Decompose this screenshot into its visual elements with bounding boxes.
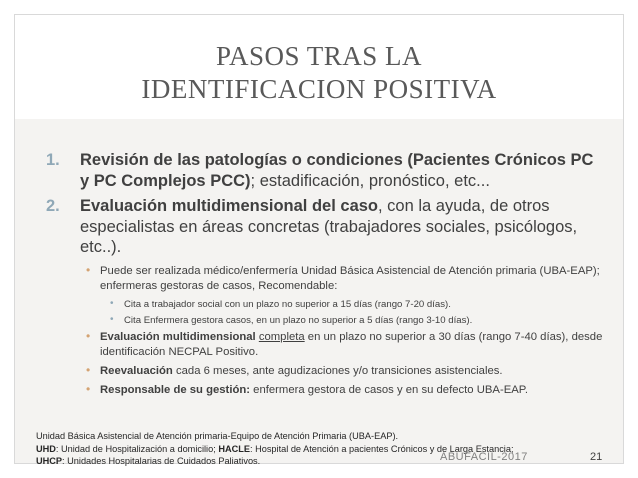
sub-item-underlined: completa: [258, 330, 305, 343]
footnote-text: : Unidad de Hospitalización a domicilio;: [55, 443, 219, 454]
title-line-1: PASOS TRAS LA: [215, 41, 423, 71]
page-number: 21: [590, 451, 603, 463]
sub-item-b: [86, 330, 606, 360]
sub-item-text: enfermera gestora de casos y en su defecto UBA-EAP.: [250, 383, 529, 396]
list-number: 1.: [46, 151, 60, 169]
bullet-icon: •: [86, 328, 91, 343]
bullet-icon: •: [110, 297, 114, 309]
sub-sub-item-2: [110, 314, 606, 327]
sub-item-d: [86, 383, 606, 398]
list-item-bold: Revisión de las patologías o condiciones (Pacientes Crónicos PC y PC Complejos PCC): [80, 151, 594, 190]
sub-item-a: [86, 264, 606, 294]
title-area: [15, 15, 623, 119]
sub-sub-item-text: Cita a trabajador social con un plazo no superior a 15 días (rango 7-20 días).: [124, 298, 451, 310]
slide-title: [15, 40, 623, 106]
title-line-2: IDENTIFICACION POSITIVA: [141, 74, 497, 104]
list-number: 2.: [46, 197, 60, 215]
sub-sub-item-1: [110, 298, 606, 311]
footer-label: ABUFACIL-2017: [440, 451, 528, 463]
list-item-text: , con la ayuda, de otros especialistas en áreas concretas (trabajadores sociales, psicólogos, etc..).: [80, 197, 578, 256]
sub-item-c: [86, 364, 606, 379]
sub-sub-item-text: Cita Enfermera gestora casos, en un plazo no superior a 5 días (rango 3-10 días).: [124, 314, 473, 326]
footnote-text: : Unidades Hospitalarias de Cuidados Paliativos.: [62, 456, 261, 466]
sub-item-bold: Evaluación multidimensional: [100, 330, 256, 343]
sub-item-text: cada 6 meses, ante agudizaciones y/o transiciones asistenciales.: [172, 364, 503, 377]
sub-item-text: Puede ser realizada médico/enfermería Unidad Básica Asistencial de Atención primaria (UBA-EAP); enfermeras gestoras de casos, Recomendable:: [100, 264, 600, 292]
sub-item-bold: Reevaluación: [100, 364, 173, 377]
sub-item-bold: Responsable de su gestión:: [100, 383, 251, 396]
list-item-1: [46, 150, 606, 191]
bullet-icon: •: [86, 362, 91, 377]
footnote-line-1: Unidad Básica Asistencial de Atención primaria-Equipo de Atención Primaria (UBA-EAP).: [36, 431, 399, 441]
footnote-text: : Hospital de Atención a pacientes Crónicos y de Larga Estancia;: [249, 443, 514, 454]
list-item-2: [46, 196, 606, 258]
sub-item-text: en un plazo no superior a 30 días (rango 7-40 días), desde identificación NECPAL Positivo.: [100, 330, 603, 358]
footnote-abbr-uhd: UHD: [36, 443, 56, 454]
list-item-text: ; estadificación, pronóstico, etc...: [250, 171, 490, 190]
footnote-abbr-hacle: HACLE: [218, 443, 250, 454]
bullet-icon: •: [86, 262, 91, 277]
bullet-icon: •: [86, 381, 91, 396]
footnote-abbr-uhcp: UHCP: [36, 456, 63, 466]
slide-content: [46, 150, 606, 402]
bullet-icon: •: [110, 313, 114, 325]
list-item-bold: Evaluación multidimensional del caso: [80, 197, 378, 215]
